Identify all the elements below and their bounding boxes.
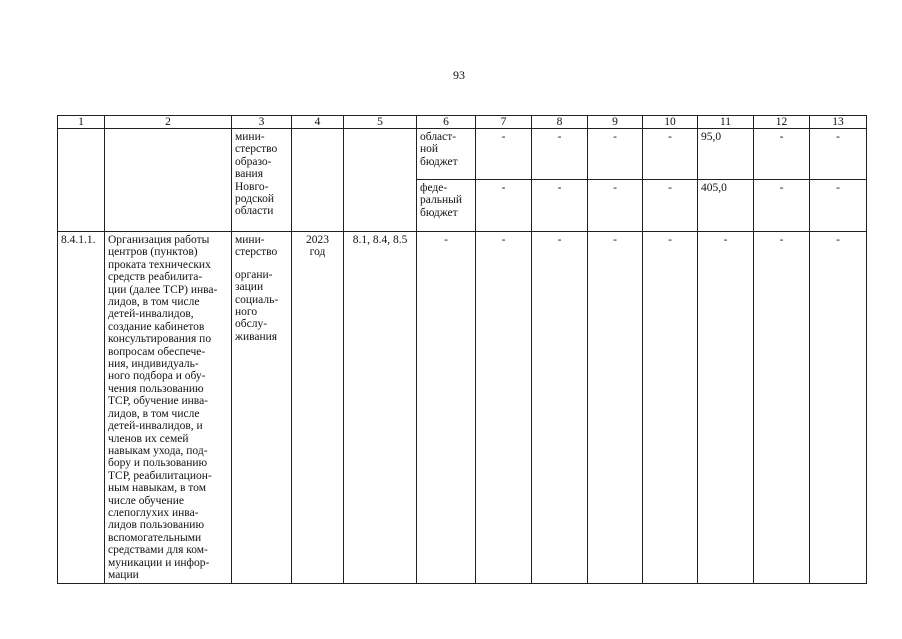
item-number-cell [58, 129, 105, 232]
executor-organizations: органи- зации социаль- ного обслу- живания [235, 268, 279, 343]
program-table [57, 115, 867, 584]
value-cell: - [532, 129, 588, 180]
column-number: 1 [58, 116, 105, 129]
value-cell: - [588, 232, 643, 584]
column-number-row [58, 116, 867, 129]
funding-source-cell: феде- ральный бюджет [417, 180, 476, 232]
executor-ministry: мини- стерство [235, 234, 278, 259]
table-row [58, 129, 867, 180]
value-cell: - [810, 232, 867, 584]
value-cell: - [476, 180, 532, 232]
value-cell: - [754, 180, 810, 232]
page-number: 93 [453, 68, 465, 82]
item-name-cell [105, 129, 232, 232]
column-number: 8 [532, 116, 588, 129]
value-cell: - [810, 180, 867, 232]
funding-source-cell: област- ной бюджет [417, 129, 476, 180]
value-cell: - [643, 180, 698, 232]
value-cell: 405,0 [698, 180, 754, 232]
value-cell: - [476, 129, 532, 180]
target-indicators-cell [344, 129, 417, 232]
term-cell: 2023 год [292, 232, 344, 584]
column-number: 4 [292, 116, 344, 129]
value-cell: - [643, 232, 698, 584]
value-cell: 95,0 [698, 129, 754, 180]
column-number: 12 [754, 116, 810, 129]
executor-cell: мини- стерство образо- вания Новго- родской области [232, 129, 292, 232]
column-number: 13 [810, 116, 867, 129]
table-row [58, 232, 867, 584]
term-cell [292, 129, 344, 232]
value-cell: - [754, 129, 810, 180]
executor-cell [232, 232, 292, 584]
value-cell: - [532, 232, 588, 584]
column-number: 11 [698, 116, 754, 129]
value-cell: - [476, 232, 532, 584]
value-cell: - [532, 180, 588, 232]
value-cell: - [810, 129, 867, 180]
item-name-cell: Организация работы центров (пунктов) проката технических средств реабилита- ции (далее ТСР) инва- лидов, в том числе детей-инвалидов, создание кабинетов консультирования по вопросам обеспече- ния, индивидуаль- ного подбора и обу- чения пользованию ТСР, обучение инва- лидов, в том числе детей-инвалидов, и членов их семей навыкам ухода, под- бору и пользованию ТСР, реабилитацион- ным навыкам, в том числе обучение слепоглухих инва- лидов пользованию вспомогательными средствами для ком- муникации и инфор- мации [105, 232, 232, 584]
item-number-cell: 8.4.1.1. [58, 232, 105, 584]
value-cell: - [588, 129, 643, 180]
column-number: 5 [344, 116, 417, 129]
column-number: 9 [588, 116, 643, 129]
value-cell: - [754, 232, 810, 584]
target-indicators-cell: 8.1, 8.4, 8.5 [344, 232, 417, 584]
column-number: 2 [105, 116, 232, 129]
column-number: 6 [417, 116, 476, 129]
value-cell: - [643, 129, 698, 180]
column-number: 7 [476, 116, 532, 129]
value-cell: - [698, 232, 754, 584]
value-cell: - [588, 180, 643, 232]
column-number: 10 [643, 116, 698, 129]
funding-source-cell: - [417, 232, 476, 584]
column-number: 3 [232, 116, 292, 129]
